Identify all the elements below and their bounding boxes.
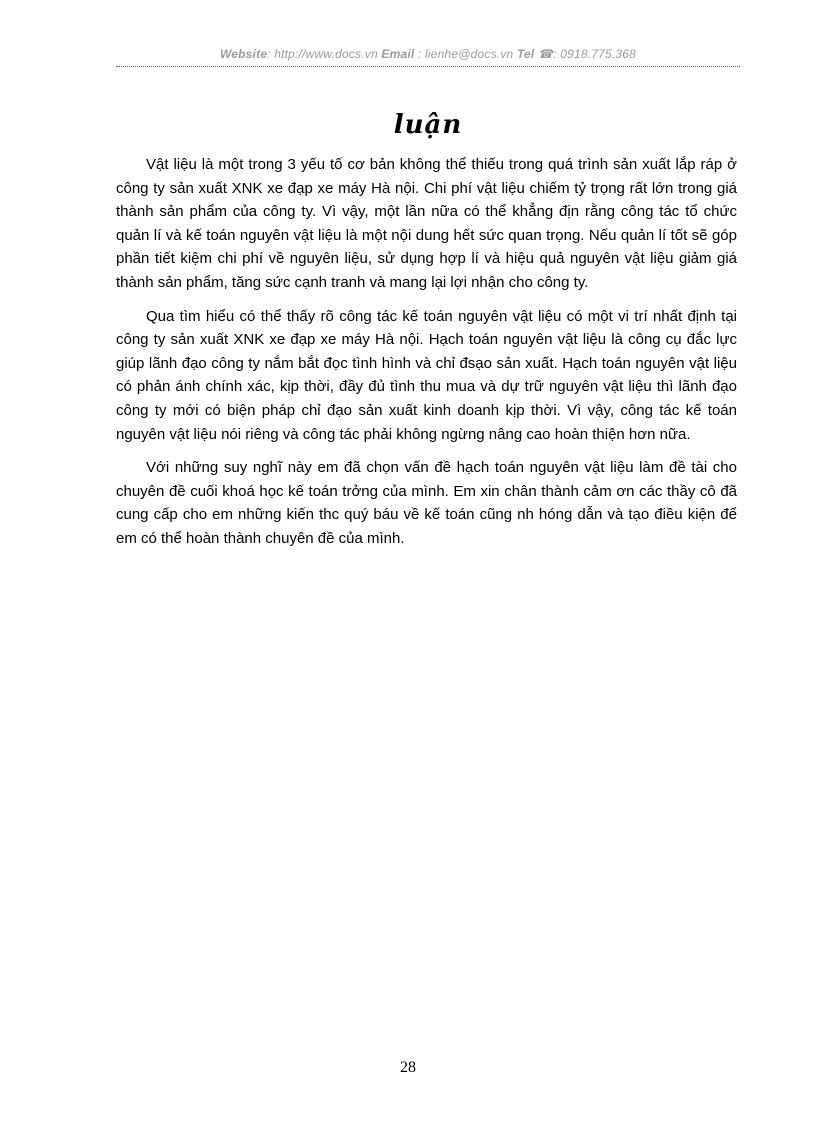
header-website-value: : http://www.docs.vn (267, 47, 378, 61)
paragraph: Với những suy nghĩ này em đã chọn vấn đề hạch toán nguyên vật liệu làm đề tài cho chuyên đề cuối khoá học kế toán trởng của mình. Em xin chân thành cảm ơn các thầy cô đã cung cấp cho em những kiến thc quý báu về kế toán cũng nh hóng dẫn và tạo điều kiện để em có thể hoàn thành chuyên đề của mình. (116, 459, 737, 547)
header-email-value: : lienhe@docs.vn (417, 47, 514, 61)
header-divider (116, 66, 740, 67)
page-number: 28 (400, 1059, 416, 1076)
header-email-label: Email (381, 47, 415, 61)
header-tel-label: Tel (516, 47, 535, 61)
header-tel-value: ☎: 0918.775.368 (538, 47, 637, 61)
page-header (116, 47, 740, 61)
document-body (116, 153, 737, 561)
paragraph: Qua tìm hiểu có thể thấy rõ công tác kế toán nguyên vật liệu có một vi trí nhất định tại công ty sản xuất XNK xe đạp xe máy Hà nội. Hạch toán nguyên vật liệu là công cụ đắc lực giúp lãnh đạo công ty nắm bắt đọc tình hình và chỉ đsạo sản xuất. Hạch toán nguyên vật liệu có phản ánh chính xác, kịp thời, đầy đủ tình thu mua và dự trữ nguyên vật liệu thì lãnh đạo công ty mới có biện pháp chỉ đạo sản xuất kinh doanh kịp thời. Vì vậy, công tác kế toán nguyên vật liệu nói riêng và công tác phải không ngừng nâng cao hoàn thiện hơn nữa. (116, 307, 737, 443)
page-title: luận (393, 110, 463, 140)
header-website-label: Website (219, 47, 268, 61)
paragraph: Vật liệu là một trong 3 yếu tố cơ bản không thể thiếu trong quá trình sản xuất lắp ráp ở công ty sản xuất XNK xe đạp xe máy Hà nội. Chi phí vật liệu chiếm tỷ trọng rất lớn trong giá thành sản phẩm của công ty. Vì vậy, một lần nữa có thể khẳng địn rằng công tác tổ chức quản lí và kế toán nguyên vật liệu là một nội dung hết sức quan trọng. Nếu quản lí tốt sẽ góp phần tiết kiệm chi phí về nguyên liệu, sử dụng hợp lí và hiệu quả nguyên vật liệu giảm giá thành sản phẩm, tăng sức cạnh tranh và mang lại lợi nhận cho công ty. (116, 156, 737, 291)
